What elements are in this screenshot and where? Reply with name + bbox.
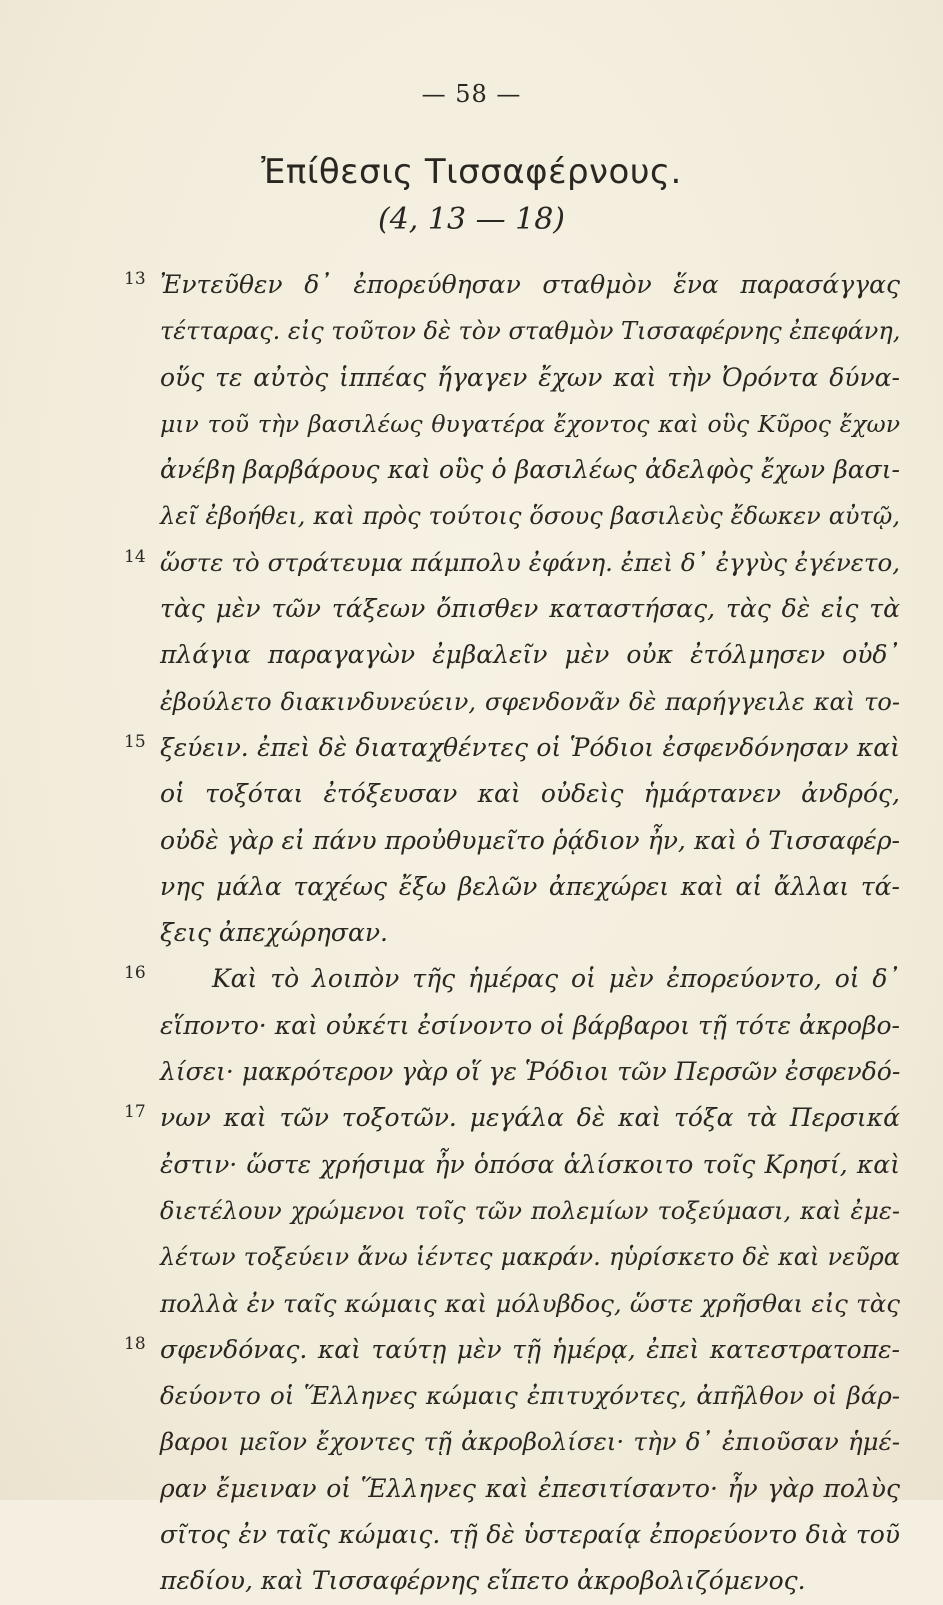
text-line (160, 1003, 900, 1049)
text-line (124, 1327, 900, 1373)
line-text: διετέλουν χρώμενοι τοῖς τῶν πολεμίων τοξεύμασι, καὶ ἐμε- (160, 1196, 900, 1225)
text-line (160, 1142, 900, 1188)
paragraph-number: 15 (124, 731, 146, 752)
text-line (160, 1188, 900, 1234)
section-title: Ἐπίθεσις Τισσαφέρνους. (261, 152, 682, 192)
text-line (124, 725, 900, 771)
line-text: νης μάλα ταχέως ἔξω βελῶν ἀπεχώρει καὶ αἱ ἄλλαι τά- (160, 871, 900, 901)
line-text: μιν τοῦ τὴν βασιλέως θυγατέρα ἔχοντος καὶ οὓς Κῦρος ἔχων (160, 409, 900, 438)
line-text: δεύοντο οἱ Ἕλληνες κώμαις ἐπιτυχόντες, ἀπῆλθον οἱ βάρ- (160, 1381, 900, 1411)
line-text: τέτταρας. εἰς τοῦτον δὲ τὸν σταθμὸν Τισσαφέρνης ἐπεφάνη, (160, 317, 901, 346)
line-text: ἐστιν· ὥστε χρήσιμα ἦν ὁπόσα ἁλίσκοιτο τοῖς Κρησί, καὶ (160, 1149, 900, 1179)
line-text: σφενδόνας. καὶ ταύτῃ μὲν τῇ ἡμέρᾳ, ἐπεὶ κατεστρατοπε- (160, 1334, 900, 1364)
section-reference: (4, 13 — 18) (378, 202, 565, 237)
line-text: λίσει· μακρότερον γὰρ οἵ γε Ῥόδιοι τῶν Περσῶν ἐσφενδό- (160, 1057, 901, 1087)
paragraph-number: 14 (124, 546, 146, 567)
line-text: οἱ τοξόται ἐτόξευσαν καὶ οὐδεὶς ἡμάρτανεν ἀνδρός, (160, 779, 900, 809)
text-line (160, 493, 900, 539)
line-text: ξεύειν. ἐπεὶ δὲ διαταχθέντες οἱ Ῥόδιοι ἐσφενδόνησαν καὶ (160, 732, 900, 762)
text-line (160, 1419, 900, 1465)
text-line (160, 355, 900, 401)
line-text: τὰς μὲν τῶν τάξεων ὄπισθεν καταστήσας, τὰς δὲ εἰς τὰ (160, 594, 900, 624)
line-text: σῖτος ἐν ταῖς κώμαις. τῇ δὲ ὑστεραίᾳ ἐπορεύοντο διὰ τοῦ (160, 1520, 900, 1550)
text-line (160, 308, 900, 354)
line-text: Ἐντεῦθεν δ᾿ ἐπορεύθησαν σταθμὸν ἕνα παρασάγγας (160, 270, 900, 299)
text-line (124, 540, 900, 586)
line-text: ξεις ἀπεχώρησαν. (160, 918, 388, 948)
text-line (160, 586, 900, 632)
text-line (160, 632, 900, 678)
text-line (160, 1558, 900, 1604)
text-line (160, 1234, 900, 1280)
text-line (124, 1095, 900, 1141)
text-line (160, 1512, 900, 1558)
text-line (160, 818, 900, 864)
line-text: οὐδὲ γὰρ εἰ πάνυ προὐθυμεῖτο ῥᾴδιον ἦν, καὶ ὁ Τισσαφέρ- (160, 825, 900, 855)
text-line (160, 679, 900, 725)
text-line (160, 864, 900, 910)
text-line (160, 401, 900, 447)
line-text: πολλὰ ἐν ταῖς κώμαις καὶ μόλυβδος, ὥστε χρῆσθαι εἰς τὰς (160, 1288, 900, 1318)
paragraph-number: 13 (124, 269, 146, 289)
paragraph-number: 18 (124, 1333, 146, 1354)
line-text: ἐβούλετο διακινδυνεύειν, σφενδονᾶν δὲ παρήγγειλε καὶ το- (160, 687, 900, 716)
text-line (124, 956, 900, 1002)
line-text: λέτων τοξεύειν ἄνω ἱέντες μακράν. ηὑρίσκετο δὲ καὶ νεῦρα (160, 1243, 900, 1272)
line-text: ὥστε τὸ στράτευμα πάμπολυ ἐφάνη. ἐπεὶ δ᾿ ἐγγὺς ἐγένετο, (160, 547, 900, 577)
text-line (160, 1049, 900, 1095)
line-text: ἀνέβη βαρβάρους καὶ οὓς ὁ βασιλέως ἀδελφὸς ἔχων βασι- (160, 455, 900, 485)
paragraph-number: 17 (124, 1102, 146, 1123)
line-text: νων καὶ τῶν τοξοτῶν. μεγάλα δὲ καὶ τόξα τὰ Περσικά (160, 1103, 900, 1133)
text-body (124, 262, 901, 1605)
line-text: Καὶ τὸ λοιπὸν τῆς ἡμέρας οἱ μὲν ἐπορεύοντο, οἱ δ᾿ (212, 964, 900, 994)
line-text: πλάγια παραγαγὼν ἐμβαλεῖν μὲν οὐκ ἐτόλμησεν οὐδ᾿ (160, 640, 900, 670)
text-line (124, 262, 900, 308)
text-line (160, 910, 900, 956)
text-line (160, 1281, 900, 1327)
line-text: πεδίου, καὶ Τισσαφέρνης εἵπετο ἀκροβολιζόμενος. (160, 1566, 806, 1596)
text-line (160, 1466, 900, 1512)
line-text: οὕς τε αὐτὸς ἱππέας ἤγαγεν ἔχων καὶ τὴν Ὀρόντα δύνα- (160, 362, 900, 392)
text-line (160, 1373, 900, 1419)
line-text: λεῖ ἐβοήθει, καὶ πρὸς τούτοις ὅσους βασιλεὺς ἔδωκεν αὐτῷ, (160, 502, 900, 531)
line-text: βαροι μεῖον ἔχοντες τῇ ἀκροβολίσει· τὴν δ᾿ ἐπιοῦσαν ἡμέ- (160, 1427, 900, 1457)
text-line (160, 771, 900, 817)
line-text: εἵποντο· καὶ οὐκέτι ἐσίνοντο οἱ βάρβαροι τῇ τότε ἀκροβο- (160, 1010, 900, 1040)
paragraph-number: 16 (124, 963, 146, 984)
line-text: ραν ἔμειναν οἱ Ἕλληνες καὶ ἐπεσιτίσαντο· ἦν γὰρ πολὺς (160, 1473, 900, 1503)
text-line (160, 447, 900, 493)
page-number: — 58 — (421, 80, 522, 108)
